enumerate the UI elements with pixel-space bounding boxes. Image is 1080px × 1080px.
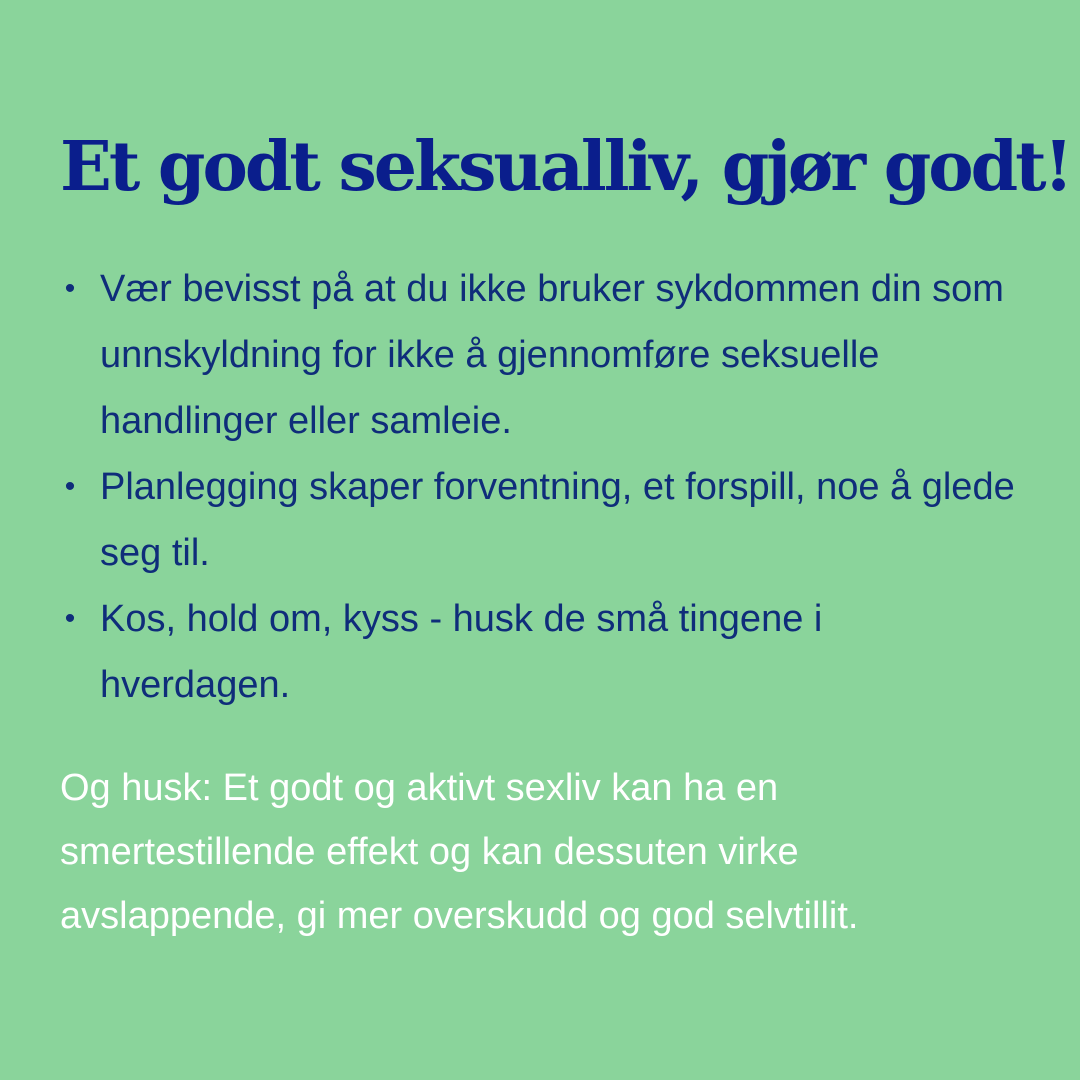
list-item [60,454,1020,586]
list-item [60,586,1020,718]
list-item-text: Kos, hold om, kyss - husk de små tingene i hverdagen. [100,598,823,706]
list-item-text: Planlegging skaper forventning, et forspill, noe å glede seg til. [100,466,1015,574]
bullet-icon: • [64,470,76,503]
tips-list [60,256,1020,718]
list-item-text: Vær bevisst på at du ikke bruker sykdommen din som unnskyldning for ikke å gjennomføre seksuelle handlinger eller samleie. [100,268,1004,442]
bullet-icon: • [64,272,76,305]
closing-note: Og husk: Et godt og aktivt sexliv kan ha en smertestillende effekt og kan dessuten virke avslappende, gi mer overskudd og god selvtillit. [60,767,859,937]
bullet-icon: • [64,602,76,635]
list-item [60,256,1020,454]
page-title: Et godt seksualliv, gjør godt! [60,127,1071,207]
